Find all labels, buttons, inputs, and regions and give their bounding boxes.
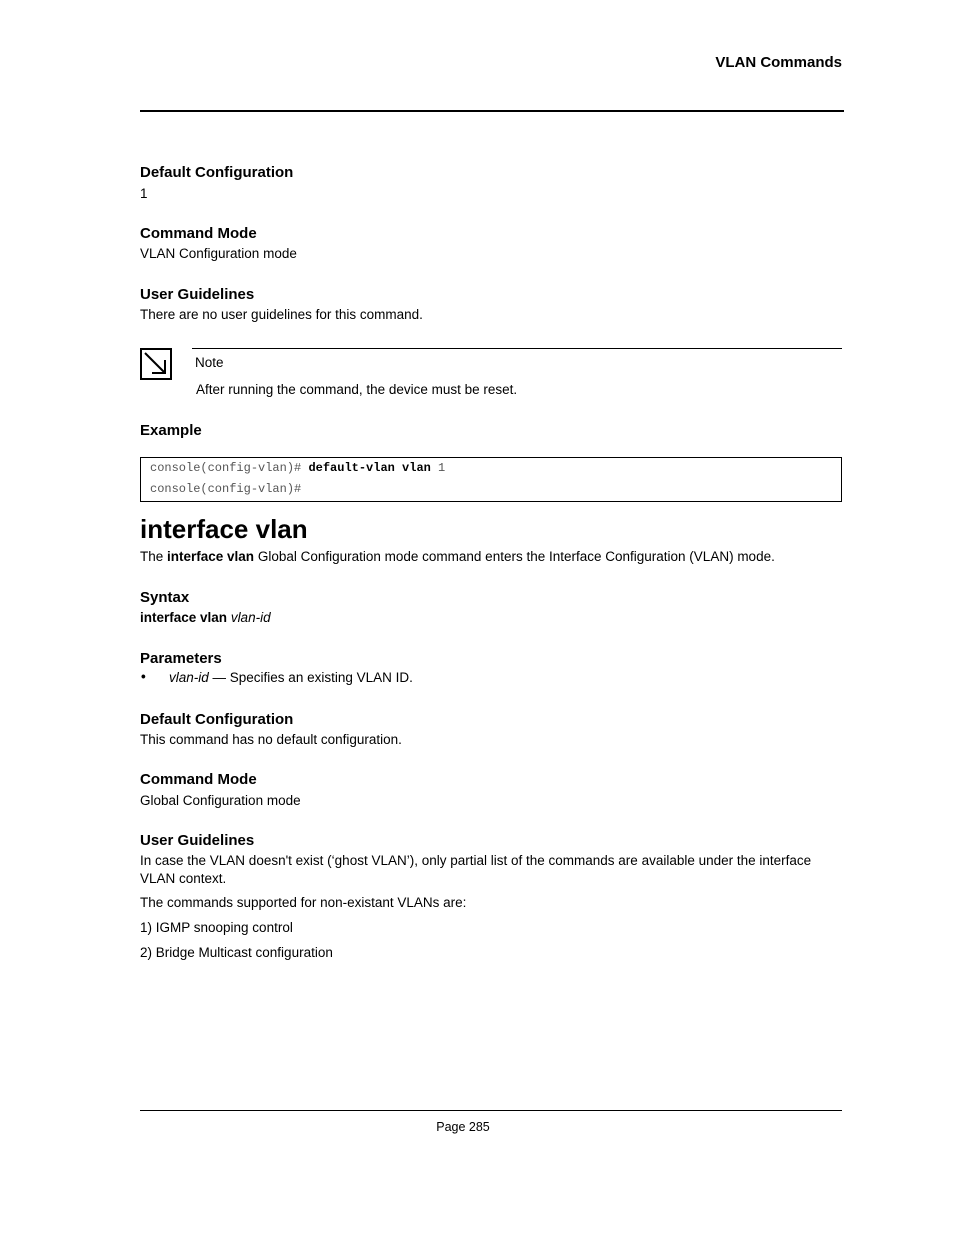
header-rule bbox=[140, 110, 844, 112]
command-mode-heading: Command Mode bbox=[140, 225, 257, 242]
syntax-heading: Syntax bbox=[140, 589, 190, 606]
user-guidelines-item-2: 2) Bridge Multicast configuration bbox=[140, 945, 333, 960]
user-guidelines-paragraph-2: The commands supported for non-existant VLANs are: bbox=[140, 895, 467, 910]
user-guidelines-heading-2: User Guidelines bbox=[140, 832, 255, 849]
desc-command-name: interface vlan bbox=[167, 549, 255, 564]
user-guidelines-value: There are no user guidelines for this command. bbox=[140, 307, 423, 322]
command-mode-heading-2: Command Mode bbox=[140, 771, 257, 788]
desc-pre: The bbox=[140, 549, 168, 564]
bullet-marker: • bbox=[141, 669, 146, 684]
desc-post: Global Configuration mode command enters the Interface Configuration (VLAN) mode. bbox=[254, 549, 775, 564]
parameter-item bbox=[169, 670, 413, 685]
code-command: default-vlan vlan bbox=[308, 461, 431, 475]
note-text: After running the command, the device must be reset. bbox=[196, 382, 518, 397]
syntax-line bbox=[140, 610, 271, 625]
note-label: Note bbox=[195, 355, 224, 370]
user-guidelines-item-1: 1) IGMP snooping control bbox=[140, 920, 293, 935]
code-prompt: console(config-vlan)# bbox=[150, 461, 309, 475]
command-mode-value: VLAN Configuration mode bbox=[140, 246, 297, 261]
user-guidelines-heading: User Guidelines bbox=[140, 286, 255, 303]
parameter-name: vlan-id bbox=[169, 670, 209, 685]
example-heading: Example bbox=[140, 422, 202, 439]
default-config-value: 1 bbox=[140, 186, 148, 201]
parameters-heading: Parameters bbox=[140, 650, 222, 667]
code-line-2: console(config-vlan)# bbox=[150, 482, 302, 496]
running-header-title: VLAN Commands bbox=[715, 54, 842, 71]
command-description bbox=[140, 549, 775, 564]
code-example-box bbox=[140, 457, 842, 502]
page-number: Page 285 bbox=[436, 1120, 490, 1134]
code-argument: 1 bbox=[430, 461, 446, 475]
syntax-argument: vlan-id bbox=[230, 610, 271, 625]
note-rule bbox=[192, 348, 842, 349]
command-mode-value-2: Global Configuration mode bbox=[140, 793, 301, 808]
note-arrow-icon bbox=[140, 348, 172, 380]
command-title: interface vlan bbox=[140, 514, 308, 544]
footer-rule bbox=[140, 1110, 842, 1111]
default-config-heading: Default Configuration bbox=[140, 164, 294, 181]
default-config-value-2: This command has no default configuration. bbox=[140, 732, 402, 747]
user-guidelines-paragraph-1: In case the VLAN doesn't exist (‘ghost VLAN’), only partial list of the commands are available under the interface VLAN context. bbox=[140, 853, 812, 886]
syntax-command: interface vlan bbox=[140, 610, 228, 625]
default-config-heading-2: Default Configuration bbox=[140, 711, 294, 728]
code-line-1 bbox=[150, 461, 445, 475]
parameter-description: — Specifies an existing VLAN ID. bbox=[208, 670, 413, 685]
